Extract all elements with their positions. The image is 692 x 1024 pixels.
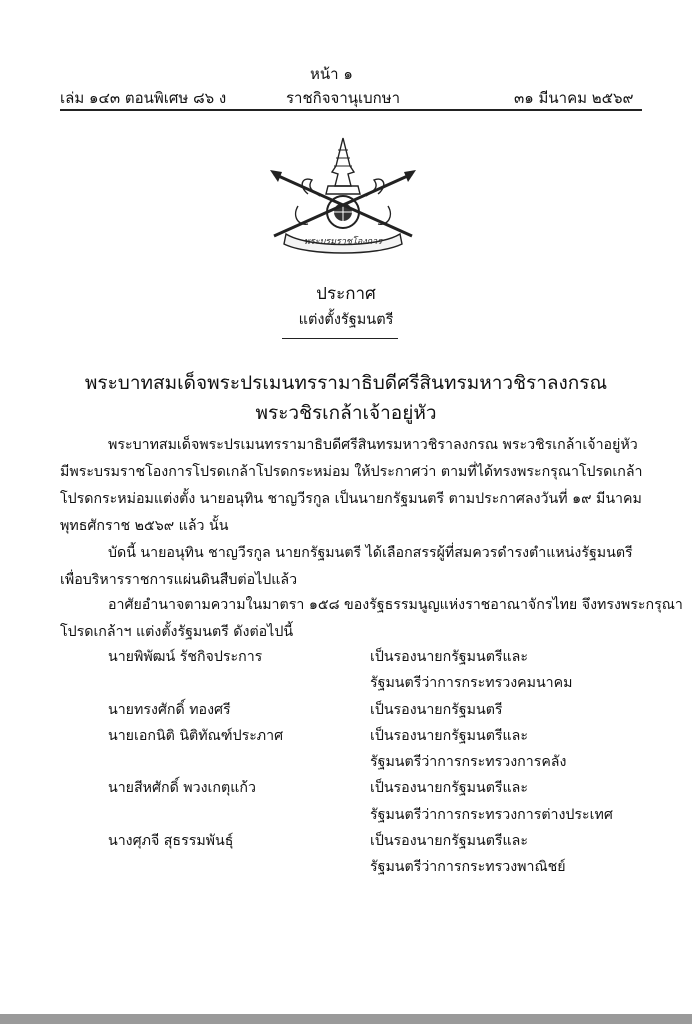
body-paragraph-1 — [60, 432, 643, 540]
page-bottom-edge — [0, 1014, 692, 1024]
appointee-position: รัฐมนตรีว่าการกระทรวงพาณิชย์ — [370, 859, 566, 876]
announcement-title: ประกาศ — [316, 284, 376, 304]
title-rule — [282, 338, 398, 339]
appointee-position: เป็นรองนายกรัฐมนตรีและ — [370, 649, 528, 665]
appointee-position: เป็นรองนายกรัฐมนตรีและ — [370, 833, 528, 850]
appointee-position: รัฐมนตรีว่าการกระทรวงการคลัง — [370, 754, 567, 771]
paragraph-line: เพื่อบริหารราชการแผ่นดินสืบต่อไปแล้ว — [60, 572, 298, 588]
appointee-position: เป็นรองนายกรัฐมนตรีและ — [370, 727, 528, 744]
gazette-volume: เล่ม ๑๔๓ ตอนพิเศษ ๘๖ ง — [60, 89, 227, 107]
gazette-date: ๓๑ มีนาคม ๒๕๖๙ — [514, 89, 634, 107]
emblem-ribbon-text: พระบรมราชโองการ — [303, 237, 383, 247]
paragraph-line: พระบาทสมเด็จพระปรเมนทรรามาธิบดีศรีสินทรมหาวชิราลงกรณ พระวชิรเกล้าเจ้าอยู่หัว — [108, 437, 638, 453]
paragraph-line: พุทธศักราช ๒๕๖๙ แล้ว นั้น — [60, 518, 229, 534]
appointee-position: รัฐมนตรีว่าการกระทรวงคมนาคม — [370, 675, 573, 692]
royal-emblem-icon — [268, 136, 418, 254]
page-number: หน้า ๑ — [310, 65, 353, 83]
royal-name-line2: พระวชิรเกล้าเจ้าอยู่หัว — [255, 402, 437, 424]
gazette-name: ราชกิจจานุเบกษา — [286, 89, 401, 107]
body-paragraph-3 — [60, 592, 683, 646]
paragraph-line: มีพระบรมราชโองการโปรดเกล้าโปรดกระหม่อม ให้ประกาศว่า ตามที่ได้ทรงพระกรุณาโปรดเกล้า — [60, 464, 643, 480]
header-rule — [60, 109, 642, 111]
appointee-position: เป็นรองนายกรัฐมนตรีและ — [370, 780, 528, 797]
appointee-name: นายพิพัฒน์ รัชกิจประการ — [108, 649, 263, 665]
paragraph-line: โปรดกระหม่อมแต่งตั้ง นายอนุทิน ชาญวีรกูล เป็นนายกรัฐมนตรี ตามประกาศลงวันที่ ๑๙ มีนาคม — [60, 491, 642, 507]
appointee-position: รัฐมนตรีว่าการกระทรวงการต่างประเทศ — [370, 806, 613, 823]
body-paragraph-2 — [60, 540, 640, 594]
paragraph-line: บัดนี้ นายอนุทิน ชาญวีรกูล นายกรัฐมนตรี ได้เลือกสรรผู้ที่สมควรดำรงตำแหน่งรัฐมนตรี — [108, 545, 633, 561]
appointee-name: นายเอกนิติ นิติทัณฑ์ประภาศ — [108, 727, 284, 744]
announcement-subtitle: แต่งตั้งรัฐมนตรี — [298, 312, 394, 328]
paragraph-line: อาศัยอำนาจตามความในมาตรา ๑๕๘ ของรัฐธรรมนูญแห่งราชอาณาจักรไทย จึงทรงพระกรุณา — [108, 597, 683, 613]
appointee-name: นายทรงศักดิ์ ทองศรี — [108, 701, 231, 718]
appointee-name: นางศุภจี สุธรรมพันธุ์ — [108, 833, 234, 850]
royal-name-line1: พระบาทสมเด็จพระปรเมนทรรามาธิบดีศรีสินทรมหาวชิราลงกรณ — [84, 372, 608, 394]
appointee-position: เป็นรองนายกรัฐมนตรี — [370, 701, 503, 718]
paragraph-line: โปรดเกล้าฯ แต่งตั้งรัฐมนตรี ดังต่อไปนี้ — [60, 624, 294, 640]
appointee-name: นายสีหศักดิ์ พวงเกตุแก้ว — [108, 780, 256, 797]
